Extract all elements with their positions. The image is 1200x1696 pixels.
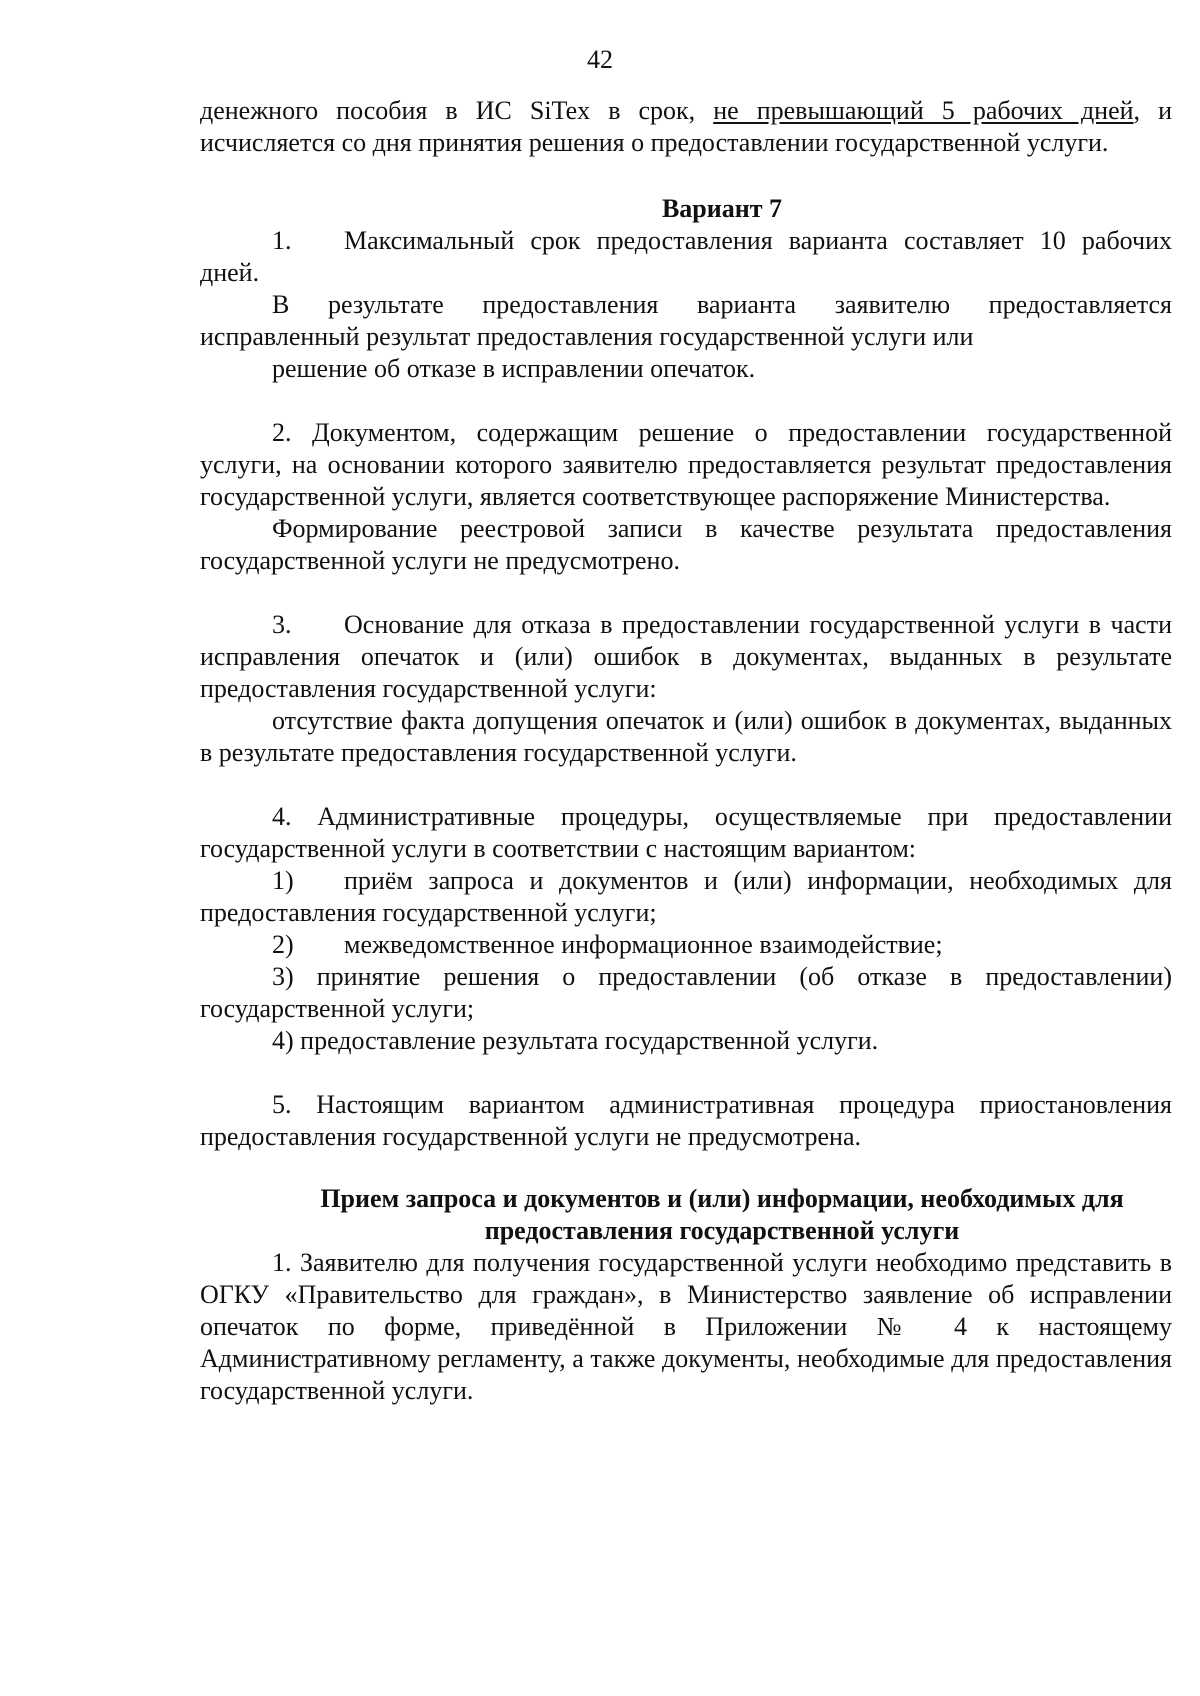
- procedure-item-number: 4): [272, 1026, 294, 1055]
- section-1-number: 1.: [272, 226, 292, 255]
- section-2-paragraph: 2. Документом, содержащим решение о предоставлении государственной услуги, на основании которого заявителю предоставляется результат предоставления государственной услуги, является соответствующее распоряжение Министерства.: [200, 418, 1172, 511]
- section-1-result-continuation: решение об отказе в исправлении опечаток.: [272, 354, 756, 383]
- procedure-item-text: межведомственное информационное взаимодействие;: [344, 930, 943, 959]
- section-1-text: Максимальный срок предоставления варианта составляет 10 рабочих дней.: [200, 226, 1172, 287]
- procedure-item: [200, 929, 1172, 961]
- procedure-item: [200, 865, 1172, 929]
- section-3-paragraph: [200, 609, 1172, 705]
- procedure-item-text: предоставление результата государственной услуги.: [300, 1026, 879, 1055]
- subheading-line-1: Прием запроса и документов и (или) информации, необходимых для: [320, 1184, 1124, 1213]
- section-1-result: В результате предоставления варианта заявителю предоставляется исправленный результат предоставления государственной услуги или: [200, 290, 1172, 351]
- document-body: [200, 95, 1172, 1407]
- intro-paragraph: [200, 95, 1172, 159]
- intro-text-part1: денежного пособия в ИС SiTex в срок,: [200, 96, 714, 125]
- section-2-registry: Формирование реестровой записи в качестве результата предоставления государственной услуги не предусмотрено.: [200, 514, 1172, 575]
- procedure-item-number: 1): [272, 866, 294, 895]
- subheading-line-2: предоставления государственной услуги: [484, 1216, 960, 1245]
- procedure-item-number: 2): [272, 930, 294, 959]
- section-3-text: Основание для отказа в предоставлении государственной услуги в части исправления опечаток и (или) ошибок в документах, выданных в результате предоставления государственной услуги:: [200, 610, 1172, 703]
- procedure-item: [200, 961, 1172, 1025]
- page-number: 42: [587, 45, 613, 74]
- procedure-item-text: принятие решения о предоставлении (об отказе в предоставлении) государственной услуги;: [200, 962, 1172, 1023]
- procedure-item: [200, 1025, 1172, 1057]
- section-3-number: 3.: [272, 610, 292, 639]
- procedure-item-text: приём запроса и документов и (или) информации, необходимых для предоставления государственной услуги;: [200, 866, 1172, 927]
- section-4-paragraph: 4. Административные процедуры, осуществляемые при предоставлении государственной услуги в соответствии с настоящим вариантом:: [200, 802, 1172, 863]
- section-5-paragraph: 5. Настоящим вариантом административная процедура приостановления предоставления государственной услуги не предусмотрена.: [200, 1090, 1172, 1151]
- section-3-reason: отсутствие факта допущения опечаток и (или) ошибок в документах, выданных в результате предоставления государственной услуги.: [200, 706, 1172, 767]
- procedure-item-number: 3): [272, 962, 294, 991]
- variant-title: Вариант 7: [661, 194, 783, 223]
- final-paragraph: 1. Заявителю для получения государственной услуги необходимо представить в ОГКУ «Правительство для граждан», в Министерство заявление об исправлении опечаток по форме, приведённой в Приложении № 4 к настоящему Административному регламенту, а также документы, необходимые для предоставления государственной услуги.: [200, 1248, 1172, 1405]
- intro-underlined-text: не превышающий 5 рабочих дней: [713, 96, 1134, 125]
- section-1-paragraph: [200, 225, 1172, 289]
- intro-text-part2: , и исчисляется со дня принятия решения о предоставлении государственной услуги.: [200, 96, 1172, 157]
